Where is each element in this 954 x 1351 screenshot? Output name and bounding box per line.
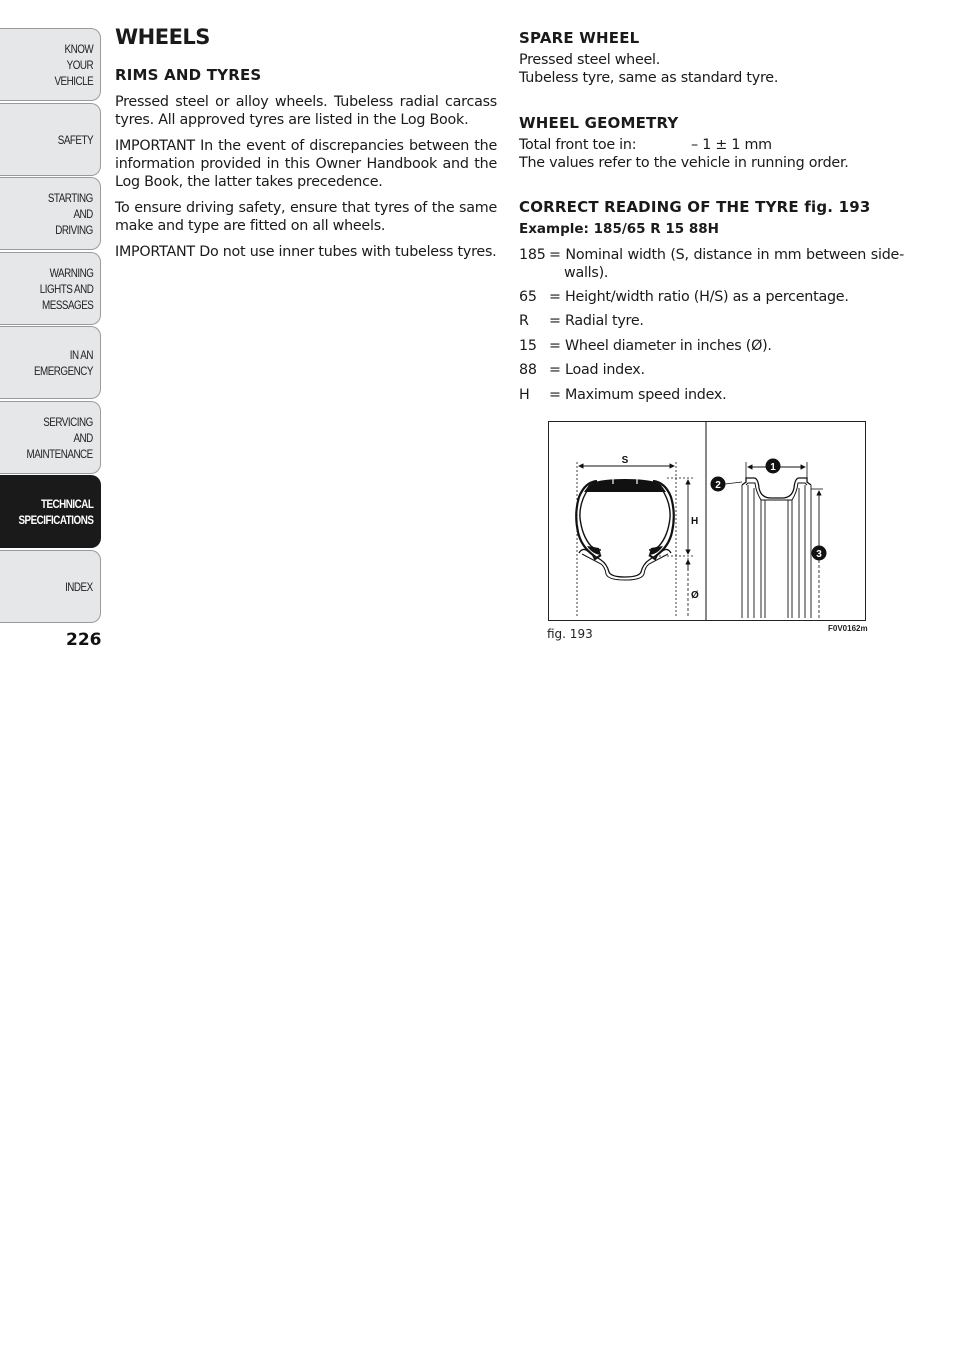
legend-text: = Radial tyre.: [549, 313, 644, 329]
legend-text: = Height/width ratio (H/S) as a percentage.: [549, 289, 849, 305]
tab-safety[interactable]: [0, 103, 101, 176]
tyre-figure: [548, 421, 866, 621]
tab-servicing[interactable]: [0, 401, 101, 474]
label-h: H: [691, 516, 699, 527]
tab-label: STARTING AND DRIVING: [48, 190, 93, 237]
figure-caption: fig. 193: [547, 627, 593, 641]
tab-starting-and-driving[interactable]: [0, 177, 101, 250]
important-discrepancies: IMPORTANT In the event of discrepancies between the information provided in this Owner Handbook and the Log Book, the latter takes precedence.: [115, 138, 497, 190]
legend-key: 185: [519, 247, 546, 263]
legend-item: [519, 246, 904, 282]
tab-technical-specifications[interactable]: [0, 475, 101, 548]
rims-heading: RIMS AND TYRES: [115, 66, 262, 84]
tab-label: WARNING LIGHTS AND MESSAGES: [39, 265, 93, 312]
legend-key: 65: [519, 289, 537, 305]
legend-text: = Wheel diameter in inches (Ø).: [549, 338, 772, 354]
legend-text: = Load index.: [549, 362, 645, 378]
legend-key: 88: [519, 362, 537, 378]
rim-profile-drawing: [725, 462, 823, 618]
spare-line-2: Tubeless tyre, same as standard tyre.: [519, 70, 779, 86]
tab-warning-lights[interactable]: [0, 252, 101, 325]
tab-label: TECHNICAL SPECIFICATIONS: [18, 496, 93, 527]
tyre-example: Example: 185/65 R 15 88H: [519, 221, 719, 237]
tab-label: IN AN EMERGENCY: [33, 347, 93, 378]
legend-text: = Maximum speed index.: [549, 387, 727, 403]
geometry-note: The values refer to the vehicle in running order.: [519, 155, 849, 171]
tyre-diagram: [549, 422, 865, 620]
figure-code: F0V0162m: [828, 624, 868, 633]
label-diameter: Ø: [691, 590, 699, 601]
legend-key: H: [519, 387, 530, 403]
tab-label: SAFETY: [57, 132, 93, 147]
rims-paragraph: Pressed steel or alloy wheels. Tubeless radial carcass tyres. All approved tyres are listed in the Log Book.: [115, 94, 497, 128]
callout-1-number: 1: [770, 462, 776, 473]
spare-wheel-heading: SPARE WHEEL: [519, 29, 640, 47]
callout-2-number: 2: [715, 480, 721, 491]
legend-key: 15: [519, 338, 537, 354]
spare-line-1: Pressed steel wheel.: [519, 52, 661, 68]
tab-label: SERVICING AND MAINTENANCE: [26, 414, 93, 461]
important-inner-tubes: IMPORTANT Do not use inner tubes with tubeless tyres.: [115, 244, 497, 260]
label-s: S: [621, 455, 629, 466]
driving-safety-paragraph: To ensure driving safety, ensure that tyres of the same make and type are fitted on all wheels.: [115, 200, 497, 234]
tab-know-your-vehicle[interactable]: [0, 28, 101, 101]
toe-value: – 1 ± 1 mm: [691, 137, 772, 153]
page-number: 226: [66, 630, 102, 650]
page-title: WHEELS: [115, 25, 210, 49]
tab-label: INDEX: [65, 579, 93, 594]
callout-3-number: 3: [816, 549, 822, 560]
tab-index[interactable]: [0, 550, 101, 623]
tab-label: KNOW YOUR VEHICLE: [54, 41, 93, 88]
callout-1-icon: [766, 459, 781, 474]
legend-key: R: [519, 313, 529, 329]
tyre-section-drawing: [576, 462, 694, 618]
wheel-geometry-heading: WHEEL GEOMETRY: [519, 114, 679, 132]
legend-text: = Nominal width (S, distance in mm between side-walls).: [549, 247, 904, 281]
toe-label: Total front toe in:: [519, 137, 637, 153]
callout-2-icon: [711, 477, 726, 492]
tyre-reading-heading: CORRECT READING OF THE TYRE fig. 193: [519, 198, 871, 216]
tab-in-an-emergency[interactable]: [0, 326, 101, 399]
callout-3-icon: [812, 546, 827, 561]
